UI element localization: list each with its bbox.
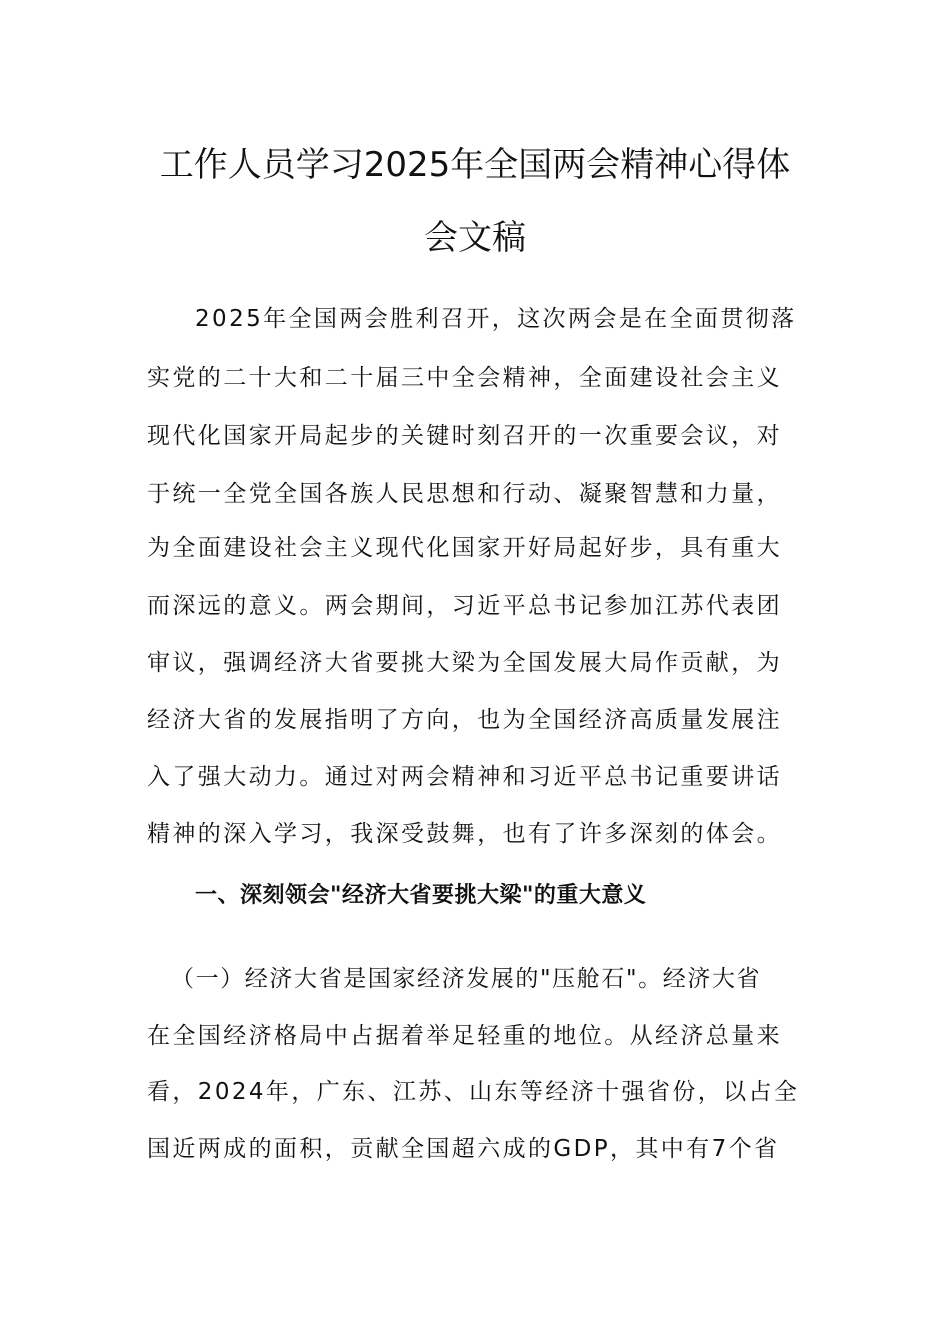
paragraph-2-line-2: 在全国经济格局中占据着举足轻重的地位。从经济总量来 bbox=[147, 1023, 782, 1049]
paragraph-1-line-1: 2025年全国两会胜利召开，这次两会是在全面贯彻落 bbox=[195, 306, 797, 332]
paragraph-1-line-5: 为全面建设社会主义现代化国家开好局起好步，具有重大 bbox=[147, 535, 782, 561]
paragraph-1-line-7: 审议，强调经济大省要挑大梁为全国发展大局作贡献，为 bbox=[147, 650, 782, 676]
section-1-heading: 一、深刻领会"经济大省要挑大梁"的重大意义 bbox=[195, 883, 647, 908]
paragraph-2-line-4: 国近两成的面积，贡献全国超六成的GDP，其中有7个省 bbox=[147, 1136, 780, 1162]
paragraph-1-line-6: 而深远的意义。两会期间，习近平总书记参加江苏代表团 bbox=[147, 593, 782, 619]
document-title-line-1: 工作人员学习2025年全国两会精神心得体 bbox=[159, 145, 791, 185]
paragraph-2-line-1: （一）经济大省是国家经济发展的"压舱石"。经济大省 bbox=[171, 966, 762, 992]
paragraph-1-line-9: 入了强大动力。通过对两会精神和习近平总书记重要讲话 bbox=[147, 764, 782, 790]
paragraph-1-line-3: 现代化国家开局起步的关键时刻召开的一次重要会议，对 bbox=[147, 423, 782, 449]
paragraph-1-line-10: 精神的深入学习，我深受鼓舞，也有了许多深刻的体会。 bbox=[147, 821, 782, 847]
document-title-line-2: 会文稿 bbox=[424, 218, 526, 258]
paragraph-1-line-4: 于统一全党全国各族人民思想和行动、凝聚智慧和力量， bbox=[147, 481, 782, 507]
paragraph-1-line-8: 经济大省的发展指明了方向，也为全国经济高质量发展注 bbox=[147, 707, 782, 733]
paragraph-2-line-3: 看，2024年，广东、江苏、山东等经济十强省份，以占全 bbox=[147, 1079, 800, 1105]
paragraph-1-line-2: 实党的二十大和二十届三中全会精神，全面建设社会主义 bbox=[147, 365, 782, 391]
